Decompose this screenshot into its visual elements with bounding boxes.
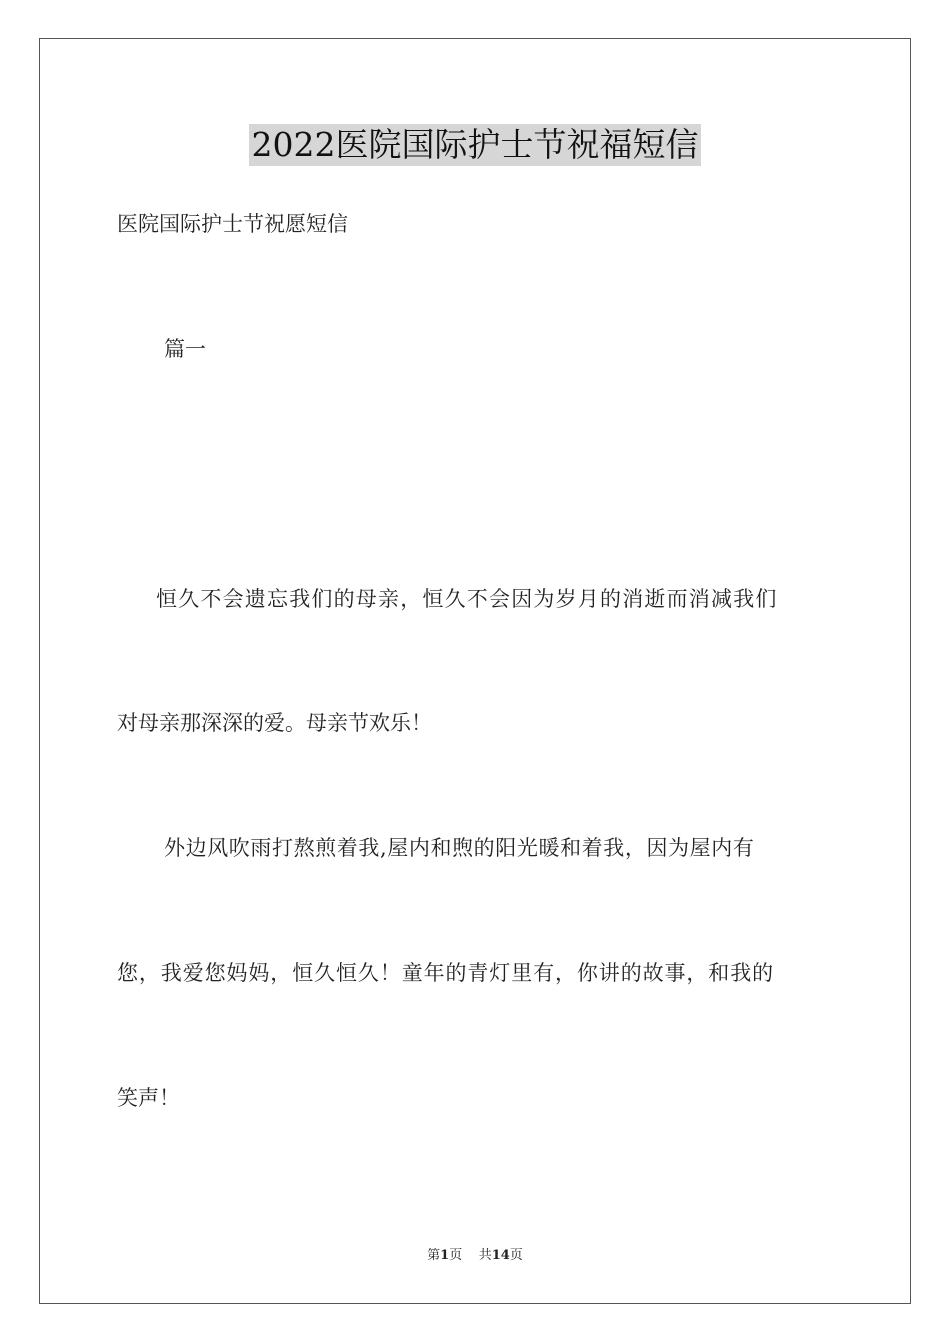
page-footer (0, 1247, 950, 1265)
footer-spacer (462, 1248, 479, 1263)
footer-page-suffix: 页 (449, 1248, 463, 1263)
document-title: 2022医院国际护士节祝福短信 (249, 124, 702, 166)
paragraph-1-line-2: 对母亲那深深的爱。母亲节欢乐！ (117, 711, 432, 735)
paragraph-1-line-1 (156, 584, 833, 614)
footer-total-prefix: 共 (478, 1248, 492, 1263)
footer-page-total: 14 (491, 1248, 510, 1263)
paragraph-2-line-2: 您，我爱您妈妈，恒久恒久！童年的青灯里有，你讲的故事，和我的 (117, 961, 774, 985)
paragraph-1-line-1-text: 恒久不会遗忘我们的母亲，恒久不会因为岁月的消逝而消减我们 (156, 587, 778, 611)
paragraph-2-line-3: 笑声！ (117, 1086, 180, 1110)
footer-page-prefix: 第 (427, 1248, 441, 1263)
paragraph-2-line-1: 外边风吹雨打熬煎着我,屋内和煦的阳光暖和着我，因为屋内有 (164, 836, 755, 860)
footer-page-current: 1 (440, 1248, 450, 1263)
document-subtitle: 医院国际护士节祝愿短信 (117, 212, 348, 236)
footer-total-suffix: 页 (509, 1248, 523, 1263)
section-label: 篇一 (164, 337, 206, 361)
title-container (0, 124, 950, 166)
